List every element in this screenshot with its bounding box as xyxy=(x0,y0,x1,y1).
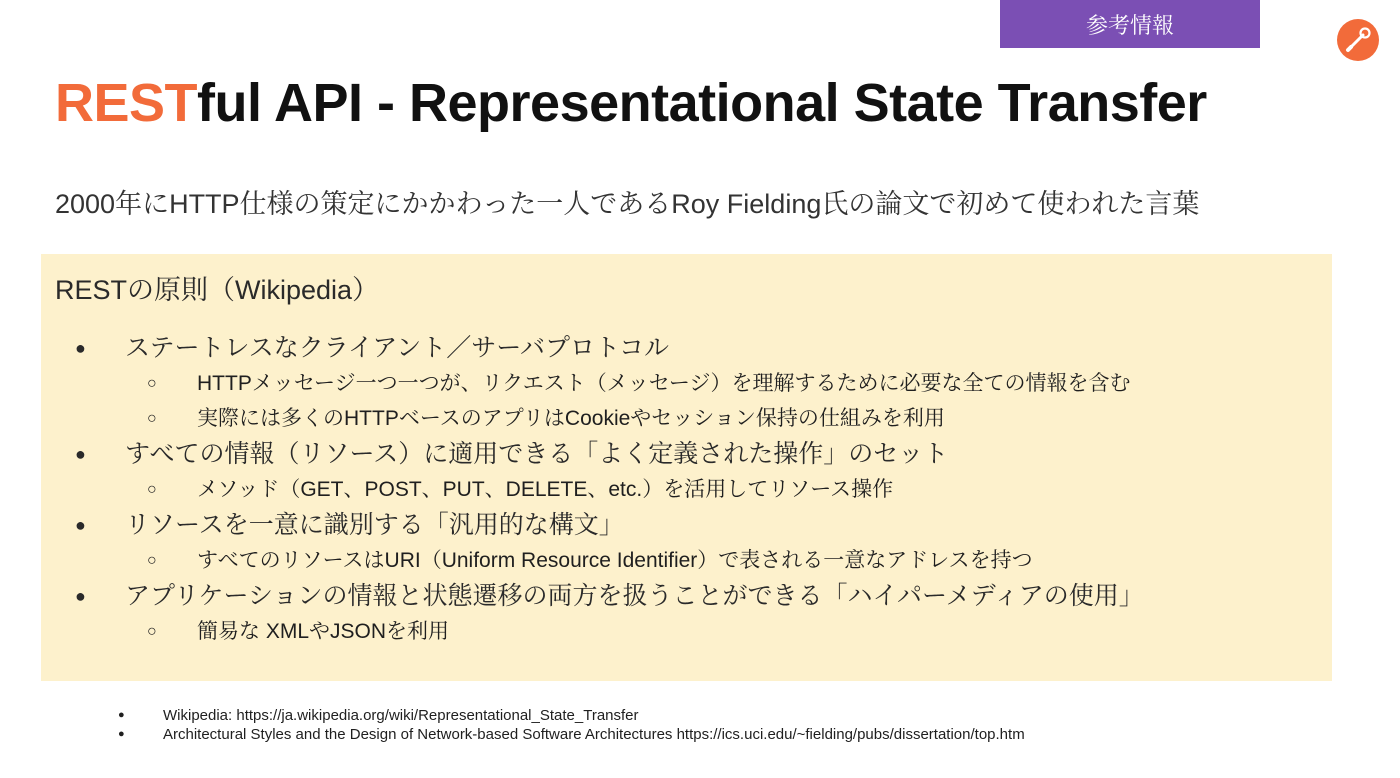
sub-bullet-icon: ○ xyxy=(147,410,157,427)
sub-point-text: すべてのリソースはURI（Uniform Resource Identifier）で表される一意なアドレスを持つ xyxy=(197,549,1033,572)
reference-text: Architectural Styles and the Design of Network-based Software Architectures https://ics.uci.edu/~fielding/pubs/dissertation/top.htm xyxy=(163,726,1025,743)
page-title xyxy=(55,72,1207,134)
principle-item xyxy=(41,330,1332,436)
sub-bullet-icon: ○ xyxy=(147,481,157,498)
principles-list xyxy=(41,330,1332,649)
principle-item xyxy=(41,578,1332,649)
bullet-icon: ● xyxy=(118,709,125,721)
principle-text: アプリケーションの情報と状態遷移の両方を扱うことができる「ハイパーメディアの使用」 xyxy=(125,582,1144,610)
rest-principles-panel xyxy=(41,254,1332,681)
principle-row xyxy=(41,436,1332,472)
sub-point xyxy=(41,366,1332,401)
reference-text: Wikipedia: https://ja.wikipedia.org/wiki/Representational_State_Transfer xyxy=(163,707,639,724)
sub-point-text: HTTPメッセージ一つ一つが、リクエスト（メッセージ）を理解するために必要な全ての情報を含む xyxy=(197,372,1131,395)
principle-item xyxy=(41,507,1332,578)
principle-text: リソースを一意に識別する「汎用的な構文」 xyxy=(125,511,624,539)
sub-point xyxy=(41,401,1332,436)
principle-row xyxy=(41,330,1332,366)
title-rest: ful API - Representational State Transfer xyxy=(197,73,1207,133)
sub-point xyxy=(41,543,1332,578)
bullet-icon: ● xyxy=(75,586,86,606)
reference-info-tag xyxy=(1000,0,1260,48)
bullet-icon: ● xyxy=(75,515,86,535)
principle-text: すべての情報（リソース）に適用できる「よく定義された操作」のセット xyxy=(125,440,949,468)
reference-item xyxy=(118,725,1318,744)
page-subtitle: 2000年にHTTP仕様の策定にかかわった一人であるRoy Fielding氏の論文で初めて使われた言葉 xyxy=(55,189,1200,219)
sub-point-text: 簡易な XMLやJSONを利用 xyxy=(197,620,450,643)
reference-item xyxy=(118,706,1318,725)
sub-point-text: 実際には多くのHTTPベースのアプリはCookieやセッション保持の仕組みを利用 xyxy=(197,407,945,430)
sub-bullet-icon: ○ xyxy=(147,375,157,392)
panel-heading: RESTの原則（Wikipedia） xyxy=(55,275,380,305)
sub-point xyxy=(41,614,1332,649)
reference-info-label: 参考情報 xyxy=(1085,12,1174,38)
sub-point-text: メソッド（GET、POST、PUT、DELETE、etc.）を活用してリソース操作 xyxy=(197,478,894,501)
references-list xyxy=(118,706,1318,744)
postman-logo-icon xyxy=(1336,18,1380,62)
sub-point xyxy=(41,472,1332,507)
bullet-icon: ● xyxy=(75,444,86,464)
principle-row xyxy=(41,578,1332,614)
bullet-icon: ● xyxy=(75,338,86,358)
principle-text: ステートレスなクライアント／サーバプロトコル xyxy=(125,334,670,362)
sub-bullet-icon: ○ xyxy=(147,552,157,569)
sub-bullet-icon: ○ xyxy=(147,623,157,640)
principle-item xyxy=(41,436,1332,507)
bullet-icon: ● xyxy=(118,728,125,740)
title-accent: REST xyxy=(55,73,198,133)
principle-row xyxy=(41,507,1332,543)
